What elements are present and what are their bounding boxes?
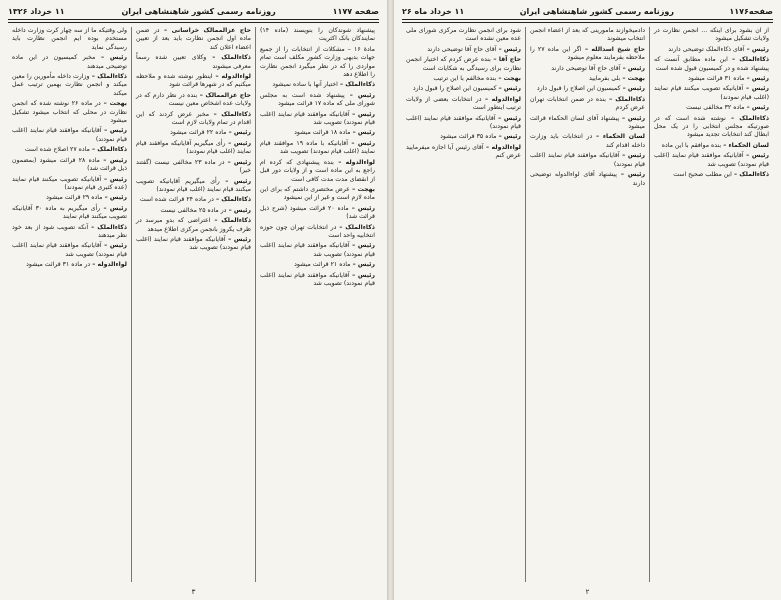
paragraph-text: آقایانیکه با ماده ۱۹ موافقند قیام نمایند (اغلب قیام نمودند) تصویب شد <box>260 139 375 156</box>
speaker-name: حاج عزالممالک خراسانی – <box>159 27 251 34</box>
speaker-name: لواءالدوله – <box>90 261 127 269</box>
speaker-name: لواءالدوله – <box>212 73 251 81</box>
speaker-name: ذکاءالملک – <box>209 110 252 118</box>
paragraph <box>136 159 251 176</box>
paragraph-text: آقایانیکه موافقند قیام نمایند (اغلب قیام نمودند) تصویب شد <box>12 242 127 258</box>
left-header-page: صفحه ۱۱۷۷ <box>332 6 379 16</box>
speaker-name: رئیس – <box>496 45 521 53</box>
paragraph-text: در ماده ۲۶ نوشته شده که انجمن نظارت در محلی که انتخاب میشود تشکیل میشود <box>12 100 127 125</box>
paragraph-text: ولی وقتیکه ما از سه چهار کرت وزارت داخله مستخدم بوده ایم انجمن نظارت باید رسیدگی نماید <box>12 27 127 51</box>
paragraph <box>260 111 375 128</box>
paragraph-text: رأی میگیریم به ماده ۳۰ آقایانیکه تصویب میکنند قیام نمایند <box>12 204 127 221</box>
speaker-name: رئیس – <box>620 64 645 72</box>
paragraph <box>654 27 769 44</box>
paragraph <box>12 224 127 241</box>
paragraph <box>530 115 645 132</box>
paragraph-text: آقایانیکه موافقند قیام نمایند (اغلب قیام نمودند) <box>12 127 127 143</box>
speaker-name: رئیس – <box>100 204 128 212</box>
paragraph <box>260 27 375 44</box>
paragraph <box>530 46 645 63</box>
right-columns <box>402 27 773 582</box>
paragraph-text: آقایانیکه موافقند قیام نمایند (اغلب قیام نمودند) تصویب شد <box>654 152 769 168</box>
speaker-name: رئیس – <box>99 156 128 164</box>
paragraph <box>136 129 251 137</box>
header-rule <box>402 22 773 23</box>
paragraph-text: مادهٔ ۱۶ – مشکلات از انتخابات را از جمیع جهات بدیهی وزارت کشور مکلف است تمام مواردی را که در نظر میگیرد انجمن نظارت را اطلاع دهد <box>260 45 375 79</box>
right-header-date: ۱۱ خرداد ماه ۲۶ <box>402 6 465 16</box>
paragraph-text: وزارت داخله مأمورین را معین میکند و انجمن نظارت بهمین ترتیب عمل میکند <box>12 73 127 97</box>
paragraph <box>260 159 375 184</box>
speaker-name: رئیس – <box>496 133 521 141</box>
paragraph <box>12 127 127 144</box>
paragraph-text: بنده پیشنهادی که کرده ام راجع به این ماده است و از ولایات دور قبل از انقضای مدت مدت کافی است <box>260 158 375 183</box>
paragraph <box>530 152 645 169</box>
speaker-name: رئیس – <box>226 129 251 137</box>
speaker-name: لواءالدوله – <box>481 95 521 103</box>
paragraph <box>260 242 375 259</box>
paragraph-text: اعتراضی که بدو میرسد در ظرف یکروز بانجمن مرکزی اطلاع میدهد <box>136 217 251 233</box>
speaker-name: ذکاءالملک – <box>731 171 769 179</box>
paragraph-text: مخبر عرض کردند که این اقدام در تمام ولایات لازم است <box>136 110 251 127</box>
speaker-name: رئیس – <box>101 127 127 135</box>
speaker-name: لسان الحکماء – <box>721 141 769 149</box>
speaker-name: بهجت – <box>496 75 521 83</box>
paragraph <box>406 133 521 141</box>
paragraph <box>260 140 375 157</box>
speaker-name: ذکاءالملک – <box>725 114 769 122</box>
paragraph-text: بنده عرض کردم که اختیار انجمن نظارت برای رسیدگی به شکایات است <box>406 56 521 72</box>
paragraph-text: رأی میگیریم آقایانیکه تصویب میکنند قیام نمایند (اغلب قیام نمودند) <box>136 177 251 193</box>
left-column-3 <box>8 27 131 582</box>
paragraph-text: در ماده ۳۱ قرائت میشود <box>26 261 91 269</box>
header-rule <box>8 19 379 20</box>
paragraph-text: آقایانیکه موافقند قیام نمایند (اغلب قیام نمودند) تصویب شد <box>260 242 375 258</box>
paragraph <box>406 144 521 161</box>
paragraph-text: شود برای انجمن نظارت مرکزی شورای ملی عده معین نشده است <box>406 27 521 43</box>
right-column-1 <box>649 27 773 582</box>
speaker-name: رئیس – <box>348 204 375 212</box>
paragraph-text: ماده ۳۲ مخالفی نیست <box>686 104 745 112</box>
speaker-name: رئیس – <box>744 104 769 112</box>
paragraph-text: ماده ۳۵ قرائت میشود <box>440 133 497 141</box>
right-page <box>394 0 781 600</box>
paragraph-text: ماده ۲۷ اصلاح شده است <box>24 146 90 154</box>
paragraph <box>406 27 521 44</box>
paragraph <box>654 152 769 169</box>
paragraph <box>12 73 127 98</box>
speaker-name: رئیس – <box>101 242 127 250</box>
paragraph-text: ماده ۲۰ قرائت میشود (شرح ذیل قرائت شد) <box>260 204 375 221</box>
paragraph <box>136 111 251 128</box>
speaker-name: رئیس – <box>101 175 127 183</box>
speaker-name: رئیس – <box>496 85 521 93</box>
speaker-name: ذکاءالملک – <box>89 146 127 154</box>
paragraph <box>530 85 645 93</box>
paragraph-text: مخبر کمیسیون در این ماده توضیحی میدهند <box>12 54 127 70</box>
paragraph-text: دادمیخوازند مامورینی که بعد از اعضاء انجمن انتخاب میشوند <box>530 27 645 43</box>
header-rule <box>402 19 773 20</box>
speaker-name: رئیس – <box>620 85 645 93</box>
paragraph-text: آقایانیکه موافقند قیام نمایند (اغلب قیام نمودند) تصویب شد <box>260 110 375 127</box>
paragraph <box>530 133 645 150</box>
speaker-name: حاج عزالممالک – <box>197 91 251 99</box>
paragraph <box>654 104 769 112</box>
paragraph <box>260 92 375 109</box>
paragraph <box>654 142 769 150</box>
paragraph-text: از آن بشود برای اینکه ... انجمن نظارت در ولایات تشکیل میشود <box>654 27 769 43</box>
paragraph-text: اینطور نوشته شده و ملاحظه میکنیم که در شهرها قرائت شود <box>136 73 251 89</box>
paragraph <box>12 205 127 222</box>
paragraph-text: کمیسیون این اصلاح را قبول دارد <box>412 85 497 93</box>
speaker-name: رئیس – <box>226 206 251 214</box>
left-column-2 <box>131 27 255 582</box>
speaker-name: رئیس – <box>743 85 769 93</box>
paragraph <box>406 46 521 54</box>
paragraph-text: آقایانیکه موافقند قیام نمایند (اغلب قیام نمودند) تصویب شد <box>260 271 375 287</box>
paragraph <box>260 224 375 241</box>
paragraph-text: بلی بفرمایید <box>588 75 621 83</box>
paragraph <box>136 27 251 52</box>
paragraph <box>136 73 251 90</box>
paragraph-text: این مطلب صحیح است <box>673 171 732 179</box>
paragraph <box>260 272 375 289</box>
left-page-number: ۳ <box>191 588 196 596</box>
speaker-name: رئیس – <box>349 271 375 279</box>
paragraph-text: در ضمن ماده اول انجمن نظارت باید بعد از تعیین اعضاء اعلان کند <box>136 27 251 51</box>
paragraph-text: ماده ۱۸ قرائت میشود <box>294 129 351 137</box>
speaker-name: ذکاءالملک – <box>605 95 645 103</box>
paragraph <box>12 157 127 174</box>
paragraph-text: پیشنهاد آقای لسان الحکماء قرائت میشود <box>530 114 645 131</box>
right-page-number: ۲ <box>585 588 590 596</box>
speaker-name: بهجت – <box>100 100 127 108</box>
paragraph <box>136 54 251 71</box>
speaker-name: بهجت – <box>349 185 375 193</box>
paragraph <box>406 115 521 132</box>
paragraph <box>654 171 769 179</box>
speaker-name: ذکاءالملک – <box>727 56 769 64</box>
speaker-name: حاج شیخ اسدالله – <box>581 45 646 53</box>
speaker-name: بهجت – <box>620 75 645 83</box>
left-page <box>0 0 387 600</box>
left-page-header <box>8 4 379 18</box>
left-header-date: ۱۱ خرداد ۱۳۲۶ <box>8 6 65 16</box>
paragraph <box>260 81 375 89</box>
paragraph <box>530 75 645 83</box>
paragraph <box>12 146 127 154</box>
paragraph-text: آقای رئیس آیا اجازه میفرمایید عرض کنم <box>406 143 521 160</box>
speaker-name: رئیس – <box>225 235 251 243</box>
paragraph-text: در ماده ۲۴ قرائت شده است <box>139 196 214 204</box>
paragraph-text: ماده ۲۱ قرائت میشود <box>294 261 351 269</box>
speaker-name: رئیس – <box>349 242 375 250</box>
speaker-name: رئیس – <box>95 54 127 62</box>
paragraph-text: رأی میگیریم آقایانیکه موافقند قیام نمایند (اغلب قیام نمودند) <box>136 139 251 156</box>
speaker-name: رئیس – <box>349 110 375 118</box>
paragraph <box>260 261 375 269</box>
page-gutter <box>387 0 394 600</box>
paragraph-text: وکلای تعیین شده رسماً معرفی میشوند <box>136 54 251 70</box>
paragraph-text: آقایانیکه موافقند قیام نمایند (اغلب قیام نمودند) <box>406 114 521 131</box>
speaker-name: رئیس – <box>350 129 375 137</box>
paragraph <box>530 96 645 113</box>
paragraph <box>406 96 521 113</box>
speaker-name: لواءالدوله – <box>333 158 375 166</box>
paragraph-text: ماده ۲۸ قرائت میشود (بمضمون ذیل قرائت شد) <box>12 156 127 173</box>
paragraph <box>654 46 769 54</box>
paragraph-text: عرض مختصری داشتم که برای این ماده لازم است و غیر از این نمیشود <box>260 185 375 202</box>
paragraph <box>136 207 251 215</box>
paragraph-text: این ماده مطابق آنست که پیشنهاد شده و در کمیسیون قبول شده است <box>654 56 769 72</box>
speaker-name: رئیس – <box>619 152 645 160</box>
paragraph <box>654 75 769 83</box>
left-column-1 <box>255 27 379 582</box>
paragraph <box>136 92 251 109</box>
header-rule <box>8 22 379 23</box>
paragraph-text: در ماده ۲۵ مخالفی نیست <box>160 206 227 214</box>
speaker-name: رئیس – <box>744 45 769 53</box>
paragraph <box>260 129 375 137</box>
speaker-name: حاج آقا – <box>490 56 521 64</box>
speaker-name: رئیس – <box>744 75 769 83</box>
paragraph <box>260 46 375 80</box>
left-header-title: روزنامه رسمی کشور شاهنشاهی ایران <box>121 6 276 16</box>
paragraph <box>12 27 127 52</box>
speaker-name: رئیس – <box>224 158 252 166</box>
speaker-name: رئیس – <box>350 261 375 269</box>
paragraph <box>530 27 645 44</box>
paragraph-text: آقای حاج آقا توضیحی دارند <box>551 64 621 72</box>
paragraph <box>12 176 127 193</box>
speaker-name: ذکاءالملک – <box>210 217 251 225</box>
paragraph <box>654 56 769 73</box>
speaker-name: رئیس – <box>219 177 252 185</box>
paragraph-text: آقای حاج آقا توضیحی دارند <box>427 45 497 53</box>
paragraph-text: کمیسیون این اصلاح را قبول دارد <box>536 85 621 93</box>
paragraph-text: آقایانیکه موافقند قیام نمایند (اغلب قیام نمودند) <box>530 152 645 168</box>
right-column-2 <box>525 27 649 582</box>
speaker-name: رئیس – <box>344 91 375 99</box>
left-columns <box>8 27 379 582</box>
paragraph <box>12 242 127 259</box>
paragraph-text: آقایانیکه موافقند قیام نمایند (اغلب قیام نمودند) تصویب شد <box>136 235 251 252</box>
paragraph-text: بنده در ضمن انتخابات تهران عرض کردم <box>530 95 645 112</box>
speaker-name: لواءالدوله – <box>483 143 521 151</box>
speaker-name: رئیس – <box>347 139 376 147</box>
paragraph-text: پیشنهاد شوندکان را بنویسند (ماده ۱۴) نمایندکان بانک اکثریت <box>260 27 375 43</box>
speaker-name: رئیس – <box>225 139 252 147</box>
paragraph-text: در انتخابات تهران چون حوزه انتخابیه واحد است <box>260 223 375 239</box>
speaker-name: ذکاءالملک – <box>206 54 251 62</box>
paragraph <box>530 171 645 188</box>
right-column-3 <box>402 27 525 582</box>
paragraph-text: ماده ۲۹ قرائت میشود <box>46 194 103 202</box>
paragraph-text: آقای ذکاءالملک توضیحی دارند <box>668 45 745 53</box>
speaker-name: رئیس – <box>495 114 521 122</box>
paragraph <box>406 85 521 93</box>
speaker-name: ذکاءالملک – <box>89 73 127 81</box>
speaker-name: ذکاءالملک – <box>213 196 251 204</box>
paragraph-text: آقایانیکه تصویب میکنند قیام نمایند (اغلب قیام نمودند) <box>654 85 769 101</box>
paragraph-text: در انتخابات باید وزارت داخله اقدام کند <box>530 133 645 149</box>
paragraph <box>12 194 127 202</box>
paragraph <box>260 186 375 203</box>
right-page-header <box>402 4 773 18</box>
paragraph <box>136 236 251 253</box>
paragraph <box>12 100 127 125</box>
paragraph <box>530 65 645 73</box>
paragraph <box>136 140 251 157</box>
paragraph-text: پیشنهاد شده است به مجلس شورای ملی که ماده ۱۷ قرائت میشود <box>260 91 375 108</box>
paragraph <box>136 217 251 234</box>
paragraph <box>406 75 521 83</box>
paragraph-text: در ماده ۲۳ مخالفی نیست (گفتند خیر) <box>136 158 251 175</box>
paragraph-text: پیشنهاد آقای لواءالدوله توضیحی دارند <box>530 171 645 187</box>
paragraph <box>136 178 251 195</box>
paragraph <box>654 85 769 102</box>
paragraph-text: بنده موافقم با این ماده <box>661 141 722 149</box>
paragraph-text: اختیار آنها با ساده نمیشود <box>272 81 338 89</box>
paragraph-text: آنکه تصویب شود از بعد خود نظر میدهند <box>12 223 127 239</box>
paragraph <box>654 115 769 140</box>
paragraph-text: بنده در نظر دارم که در ولایات عده اشخاص معین نیست <box>136 91 251 108</box>
speaker-name: ذکاءالملک – <box>337 81 375 89</box>
right-header-title: روزنامه رسمی کشور شاهنشاهی ایران <box>519 6 674 16</box>
speaker-name: ذکاءالملک – <box>88 223 127 231</box>
paragraph-text: در انتخابات بعضی از ولایات ترتیب اینطور است <box>406 95 521 112</box>
paragraph-text: آقایانیکه تصویب میکنند قیام نمایند (عده کثیری قیام نمودند) <box>12 175 127 191</box>
speaker-name: رئیس – <box>619 114 646 122</box>
paragraph <box>136 196 251 204</box>
paragraph-text: نوشته شده است که در صورتیکه مجلس انتخابی را در یک محل ابطال کند انتخابات تجدید میشود <box>654 114 769 139</box>
speaker-name: لسان الحکماء – <box>592 133 645 141</box>
paragraph-text: ماده ۲۲ قرائت میشود <box>170 129 227 137</box>
paragraph-text: ماده ۳۱ قرائت میشود <box>688 75 745 83</box>
paragraph <box>12 54 127 71</box>
speaker-name: ذکاءالملک – <box>336 223 375 231</box>
paragraph-text: بنده مخالفم با این ترتیب <box>433 75 497 83</box>
paragraph <box>12 261 127 269</box>
right-header-page: صفحه۱۱۷۶ <box>729 6 773 16</box>
paragraph-text: اگر این ماده ۲۷ را ملاحظه بفرمایند معلوم میشود <box>530 45 645 62</box>
speaker-name: رئیس – <box>616 171 646 179</box>
paragraph <box>406 56 521 73</box>
speaker-name: رئیس – <box>102 194 127 202</box>
paragraph <box>260 205 375 222</box>
speaker-name: رئیس – <box>743 152 769 160</box>
